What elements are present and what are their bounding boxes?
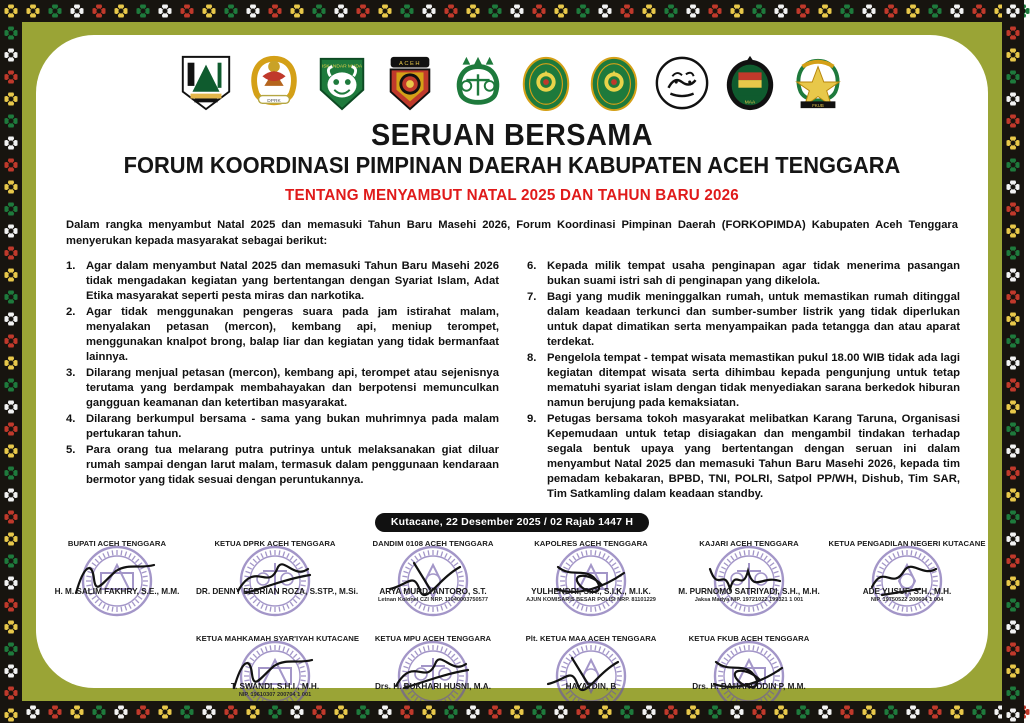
border-motif-icon [0,594,22,616]
border-motif-icon [770,701,792,723]
signature-name: M. PURNOMO SATRIYADI, S.H., M.H. [678,586,820,596]
points-columns [64,259,960,503]
border-motif-icon [682,0,704,22]
border-motif-icon [0,396,22,418]
logo-dprk [245,53,303,113]
border-motif-icon [0,528,22,550]
svg-text:ACEH: ACEH [399,61,421,68]
border-motif-icon [44,701,66,723]
border-motif-icon [176,0,198,22]
border-motif-icon [836,0,858,22]
signature-subtext: Jaksa Madya NIP. 19721022 199321 1 001 [694,596,804,603]
border-motif-icon [550,0,572,22]
border-motif-icon [0,616,22,638]
border-motif-icon [924,701,946,723]
border-motif-icon [616,701,638,723]
border-motif-icon [0,682,22,704]
border-motif-icon [0,550,22,572]
signature-title: KETUA FKUB ACEH TENGGARA [688,633,810,643]
point-item: Dilarang berkumpul bersama - sama yang bukan muhrimnya pada malam pertukaran tahun. [86,412,499,440]
point-item: Petugas bersama tokoh masyarakat melibatkan Karang Taruna, Organisasi Kepemudaan untuk tetap disiagakan dan mengambil tindakan terhadap segala bentuk upaya yang bertentangan dengan seruan ini dalam menyambut Natal 2025 dan memasuki Tahun Baru Masehi 2026, kepada tim pemadam kebakaran, BPBD, TNI, POLRI, Satpol PP/WH, Dishub, Tim SAR, Tim Satkamling dalam keadaan standby. [547,412,960,500]
border-motif-icon [792,0,814,22]
border-motif-icon [1002,572,1024,594]
border-motif-icon [792,701,814,723]
border-motif-icon [902,701,924,723]
border-motif-icon [770,0,792,22]
border-motif-icon [462,701,484,723]
signature-name: DR. DENNY FEBRIAN ROZA, S.STP., M.Si. [196,586,359,596]
border-motif-icon [1002,440,1024,462]
border-motif-icon [0,484,22,506]
border-motif-icon [0,418,22,440]
border-motif-icon [462,0,484,22]
svg-text:MAA: MAA [744,100,756,106]
border-motif-icon [1002,352,1024,374]
point-item: Agar tidak menggunakan pengeras suara pada jam istirahat malam, menyalakan petasan (mercon), kembang api, meniup terompet, menggunakan knalpot brong, balap liar dan kegiatan yang tidak bermanfaat lainnya. [86,305,499,363]
svg-text:ISKANDAR MUDA: ISKANDAR MUDA [321,64,363,70]
border-motif-icon [352,701,374,723]
border-motif-icon [396,0,418,22]
logo-pengadilan-negeri [585,53,643,113]
border-motif-icon [0,638,22,660]
border-motif-icon [528,0,550,22]
border-motif-icon [858,0,880,22]
border-motif-icon [0,462,22,484]
border-motif-icon [1002,616,1024,638]
border-motif-icon [1002,198,1024,220]
border-motif-icon [1002,0,1024,22]
border-motif-icon [66,0,88,22]
signature-cell [38,539,196,627]
border-motif-icon [154,701,176,723]
border-motif-icon [1002,286,1024,308]
border-motif-icon [616,0,638,22]
border-motif-icon [0,88,22,110]
border-motif-icon [1002,264,1024,286]
signature-subtext: Letnan Kolonel CZI NRP. 11040003750577 [378,596,488,603]
border-motif-icon [726,0,748,22]
signature-name: Drs. H. BUKHARI HUSNI, M.A. [375,681,491,691]
border-motif-icon [814,701,836,723]
border-motif-icon [1002,396,1024,418]
border-motif-icon [22,0,44,22]
border-motif-icon [88,701,110,723]
signature-title: KAJARI ACEH TENGGARA [699,538,799,548]
border-motif-icon [0,704,22,726]
border-motif-icon [924,0,946,22]
border-band-right [1002,0,1024,723]
border-motif-icon [308,0,330,22]
border-motif-icon [1002,330,1024,352]
signature-cell [512,539,670,627]
border-motif-icon [506,701,528,723]
border-motif-icon [880,701,902,723]
svg-text:DPRK: DPRK [267,98,281,104]
border-motif-icon [1002,660,1024,682]
signature-name: YULHENDRI, S.H., S.I.K., M.I.K. [531,586,651,596]
border-motif-icon [814,0,836,22]
border-motif-icon [0,154,22,176]
border-motif-icon [418,0,440,22]
page-title: SERUAN BERSAMA [370,117,654,152]
border-motif-icon [374,0,396,22]
signature-name: HAYATDIN, B [565,681,617,691]
border-motif-icon [198,0,220,22]
olive-frame [22,22,1002,701]
border-motif-icon [396,701,418,723]
signature-name: H. M. SALIM FAKHRY, S.E., M.M. [54,586,180,596]
border-motif-icon [1002,66,1024,88]
border-motif-icon [0,506,22,528]
border-band-bottom [0,701,1024,723]
border-motif-icon [594,0,616,22]
logo-kodim [313,53,371,113]
paper-sheet [36,35,988,698]
border-motif-icon [154,0,176,22]
border-motif-icon [440,0,462,22]
border-motif-icon [1002,550,1024,572]
border-motif-icon [484,0,506,22]
signature-title: Plt. KETUA MAA ACEH TENGGARA [525,633,657,643]
border-motif-icon [726,701,748,723]
signature-title: KETUA PENGADILAN NEGERI KUTACANE [828,538,986,548]
logo-kejaksaan [449,53,507,113]
border-motif-icon [286,701,308,723]
border-motif-icon [440,701,462,723]
points-column-left [64,259,499,503]
border-motif-icon [1002,638,1024,660]
page-topic: TENTANG MENYAMBUT NATAL 2025 DAN TAHUN BARU 2026 [285,187,739,205]
border-motif-icon [0,440,22,462]
page-subtitle: FORUM KOORDINASI PIMPINAN DAERAH KABUPATEN ACEH TENGGARA [123,151,901,178]
border-motif-icon [0,660,22,682]
border-motif-icon [0,132,22,154]
signature-title: KETUA MPU ACEH TENGGARA [374,633,492,643]
signature-block [36,539,988,722]
border-motif-icon [0,352,22,374]
border-motif-icon [22,701,44,723]
border-motif-icon [1002,484,1024,506]
border-motif-icon [748,701,770,723]
border-motif-icon [110,701,132,723]
border-motif-icon [264,701,286,723]
handwritten-signature [532,644,650,700]
border-motif-icon [0,572,22,594]
signature-title: DANDIM 0108 ACEH TENGGARA [372,538,494,548]
border-motif-icon [0,110,22,132]
border-motif-icon [0,0,22,22]
signature-subtext: NIP. 19750522 200604 1 004 [870,596,944,603]
border-motif-icon [594,701,616,723]
border-motif-icon [528,701,550,723]
border-motif-icon [88,0,110,22]
signature-subtext: AJUN KOMISARIS BESAR POLISI NRP. 81101229 [526,596,656,603]
border-motif-icon [572,0,594,22]
title-block [36,119,988,205]
date-wrap [36,512,988,532]
border-motif-icon [0,264,22,286]
border-motif-icon [880,0,902,22]
logo-fkub [789,53,847,113]
point-item: Agar dalam menyambut Natal 2025 dan memasuki Tahun Baru Masehi 2026 tidak mengadakan kegiatan yang bertentangan dengan Syariat Islam, Adat Etika masyarakat seperti pesta miras dan narkotika. [86,259,499,302]
handwritten-signature [374,644,492,700]
border-motif-icon [1002,242,1024,264]
border-motif-icon [1002,44,1024,66]
points-list-right [525,259,960,502]
border-motif-icon [1002,594,1024,616]
border-motif-icon [1002,220,1024,242]
signature-name: Drs. H. BAHARUDDIN P, M.M. [692,681,806,691]
border-motif-icon [0,308,22,330]
border-motif-icon [1002,308,1024,330]
border-motif-icon [132,0,154,22]
border-motif-icon [748,0,770,22]
border-motif-icon [902,0,924,22]
border-motif-icon [264,0,286,22]
signature-name: ADE YUSUF, S.H., M.H. [862,586,952,596]
border-motif-icon [858,701,880,723]
border-motif-icon [836,701,858,723]
border-motif-icon [638,0,660,22]
border-motif-icon [704,701,726,723]
logo-maa [721,53,779,113]
point-item: Pengelola tempat - tempat wisata memastikan pukul 18.00 WIB tidak ada lagi kegiatan ditempat wisata serta dihimbau kepada pengunjung untuk tetap mematuhi syariat islam dengan tidak menyediakan sarana berkedok hiburan namun berujung pada kemaksiatan. [547,351,960,409]
handwritten-signature [690,644,808,700]
border-motif-icon [352,0,374,22]
border-motif-icon [330,701,352,723]
border-motif-icon [1002,88,1024,110]
border-motif-icon [1002,110,1024,132]
handwritten-signature [58,549,176,605]
signature-title: KAPOLRES ACEH TENGGARA [534,538,648,548]
border-motif-icon [550,701,572,723]
signature-title: KETUA MAHKAMAH SYAR'IYAH KUTACANE [196,633,360,643]
border-motif-icon [968,701,990,723]
svg-text:FKUB: FKUB [812,102,824,108]
border-motif-icon [1002,374,1024,396]
border-motif-icon [1002,704,1024,726]
border-motif-icon [968,0,990,22]
border-motif-icon [418,701,440,723]
border-band-top [0,0,1024,22]
logo-row [36,35,988,113]
signature-title: BUPATI ACEH TENGGARA [67,538,167,548]
border-motif-icon [0,242,22,264]
border-motif-icon [660,701,682,723]
border-motif-icon [242,0,264,22]
logo-mpu [653,53,711,113]
border-motif-icon [682,701,704,723]
border-motif-icon [638,701,660,723]
border-motif-icon [110,0,132,22]
point-item: Bagi yang mudik meninggalkan rumah, untuk memastikan rumah ditinggal dalam keadaan terkunci dan sumber-sumber listrik yang tidak diperlukan untuk dapat dimatikan serta menyampaikan pada tetangga dan atau aparat terdekat. [547,290,960,348]
border-motif-icon [220,0,242,22]
signature-name: T. SWANDI, S.H.I., M.H. [230,681,320,691]
point-item: Kepada milik tempat usaha penginapan agar tidak menerima pasangan bukan suami istri sah di penginapan yang dikelola. [547,259,960,287]
border-motif-icon [176,701,198,723]
logo-mahkamah-syariyah [517,53,575,113]
border-motif-icon [0,66,22,88]
signature-title: KETUA DPRK ACEH TENGGARA [214,538,336,548]
border-motif-icon [286,0,308,22]
logo-polres [381,53,439,113]
signature-cell [670,539,828,627]
logo-kabupaten-aceh-tenggara [177,53,235,113]
border-motif-icon [1002,506,1024,528]
border-motif-icon [220,701,242,723]
border-motif-icon [1002,682,1024,704]
signature-cell [354,539,512,627]
border-motif-icon [1002,528,1024,550]
intro-paragraph: Dalam rangka menyambut Natal 2025 dan memasuki Tahun Baru Masehi 2026, Forum Koordinasi Pimpinan Daerah (FORKOPIMDA) Kabupaten Aceh Tenggara menyerukan kepada masyarakat sebagai berikut: [66,219,958,247]
border-motif-icon [1002,176,1024,198]
date-pill: Kutacane, 22 Desember 2025 / 02 Rajab 1447 H [375,513,649,532]
point-item: Dilarang menjual petasan (mercon), kembang api, terompet atau sejenisnya terutama yang berdampak membahayakan dan berpotensi memunculkan gangguan keamanan dan ketertiban masyarakat. [86,366,499,409]
border-motif-icon [660,0,682,22]
border-motif-icon [308,701,330,723]
signature-cell [196,538,359,627]
border-motif-icon [0,44,22,66]
border-motif-icon [198,701,220,723]
border-motif-icon [374,701,396,723]
border-motif-icon [1002,22,1024,44]
border-motif-icon [1002,462,1024,484]
signature-cell [828,539,986,627]
border-band-left [0,0,22,723]
border-motif-icon [0,198,22,220]
signature-subtext: NIP. 19610307 200704 1 001 [238,691,312,698]
signature-name: ARYA MURDYANTORO, S.T. [379,586,487,596]
signature-row-1 [36,539,988,627]
border-motif-icon [1002,132,1024,154]
border-motif-icon [0,22,22,44]
border-motif-icon [330,0,352,22]
border-motif-icon [946,0,968,22]
points-list-left [64,259,499,488]
border-motif-icon [1002,154,1024,176]
border-motif-icon [704,0,726,22]
border-motif-icon [572,701,594,723]
border-motif-icon [506,0,528,22]
border-motif-icon [484,701,506,723]
border-motif-icon [0,220,22,242]
border-motif-icon [1002,418,1024,440]
border-motif-icon [946,701,968,723]
border-motif-icon [66,701,88,723]
handwritten-signature [216,549,334,605]
border-motif-icon [242,701,264,723]
border-motif-icon [44,0,66,22]
border-motif-icon [0,286,22,308]
points-column-right [525,259,960,503]
border-motif-icon [0,330,22,352]
border-motif-icon [0,176,22,198]
point-item: Para orang tua melarang putra putrinya untuk melaksanakan giat diluar rumah sampai dengan larut malam, termasuk dalam penggunaan kendaraan bermotor yang tidak sesuai dengan peruntukannya. [86,443,499,486]
border-motif-icon [0,374,22,396]
border-motif-icon [132,701,154,723]
